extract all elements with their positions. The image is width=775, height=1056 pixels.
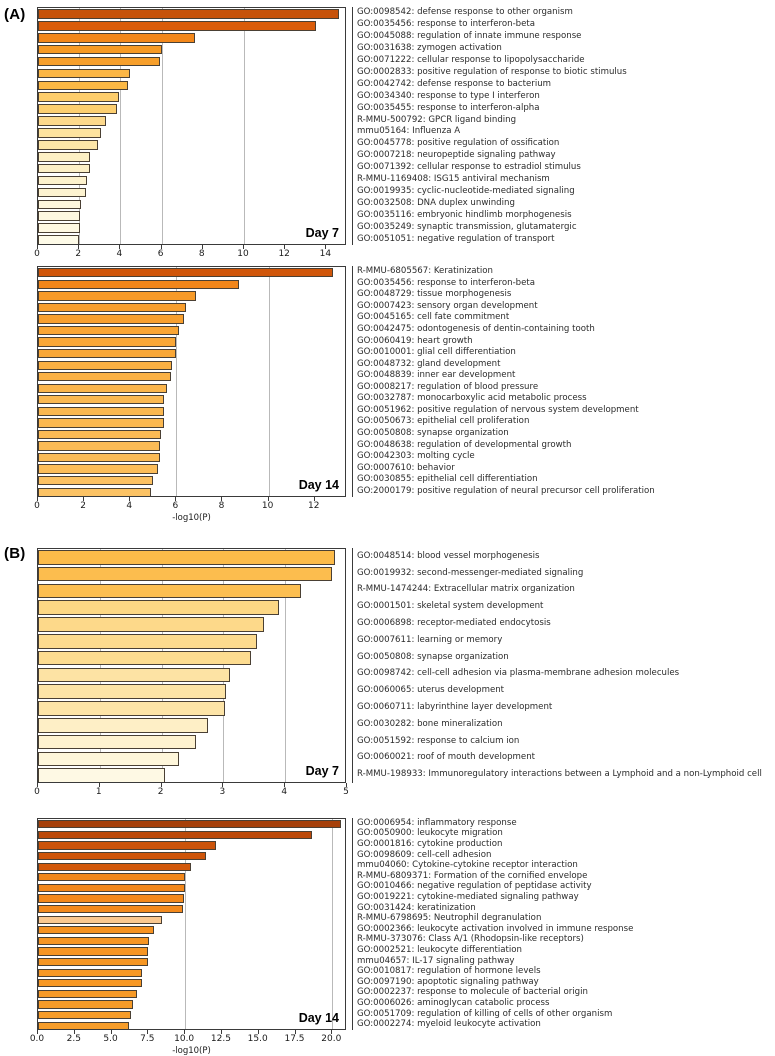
term-label: GO:0048729: tissue morphogenesis xyxy=(357,289,512,300)
term-label: GO:0031424: keratinization xyxy=(357,902,476,913)
gridline xyxy=(176,267,177,496)
bar xyxy=(38,291,196,300)
term-label: GO:0035456: response to interferon-beta xyxy=(357,19,536,30)
term-label: GO:0050900: leukocyte migration xyxy=(357,828,503,839)
bar xyxy=(38,211,80,221)
term-label: GO:0001501: skeletal system development xyxy=(357,601,544,612)
day-tag: Day 7 xyxy=(305,226,339,240)
x-tick-label: 10 xyxy=(261,501,274,511)
term-label: GO:0050808: synapse organization xyxy=(357,651,509,662)
bar xyxy=(38,33,195,43)
plot-area xyxy=(37,548,346,783)
x-tick-label: 0 xyxy=(34,501,40,511)
bar xyxy=(38,314,184,323)
term-label: GO:0002274: myeloid leukocyte activation xyxy=(357,1019,541,1030)
term-label: GO:0051709: regulation of killing of cells of other organism xyxy=(357,1008,613,1019)
bar xyxy=(38,584,301,599)
gridline xyxy=(162,8,163,244)
bar xyxy=(38,1011,131,1019)
bar xyxy=(38,926,154,934)
bar xyxy=(38,81,128,91)
bar xyxy=(38,863,191,871)
x-tick-label: 8 xyxy=(218,501,225,511)
x-tick-label: 7.5 xyxy=(140,1034,155,1044)
bar xyxy=(38,152,90,162)
term-label: GO:0050808: synapse organization xyxy=(357,427,509,438)
term-label: R-MMU-6798695: Neutrophil degranulation xyxy=(357,913,542,924)
bar xyxy=(38,600,279,615)
bar xyxy=(38,176,87,186)
bar xyxy=(38,128,101,138)
bar xyxy=(38,418,164,427)
x-tick-label: 0 xyxy=(34,787,40,797)
bar xyxy=(38,200,81,210)
bar xyxy=(38,235,79,245)
term-label: GO:0035116: embryonic hindlimb morphogenesis xyxy=(357,209,572,220)
x-axis-title: -log10(P) xyxy=(172,513,211,523)
bar xyxy=(38,92,119,102)
gridline xyxy=(185,819,186,1029)
bar xyxy=(38,164,90,174)
bar xyxy=(38,69,130,79)
bar xyxy=(38,140,98,150)
x-tick-label: 10.0 xyxy=(174,1034,195,1044)
day-tag: Day 14 xyxy=(298,1011,339,1025)
x-tick-label: 5.0 xyxy=(103,1034,118,1044)
term-label: GO:0042303: molting cycle xyxy=(357,451,475,462)
term-label: GO:0010001: glial cell differentiation xyxy=(357,347,516,358)
term-label: GO:0002521: leukocyte differentiation xyxy=(357,945,522,955)
bar xyxy=(38,550,335,565)
term-label: GO:0002833: positive regulation of response to biotic stimulus xyxy=(357,66,627,77)
panel-letter-a: (A) xyxy=(4,6,26,23)
term-label-column xyxy=(352,548,772,783)
gridline xyxy=(244,8,245,244)
bar xyxy=(38,567,332,582)
bar xyxy=(38,430,161,439)
x-axis-title: -log10(P) xyxy=(172,1046,211,1056)
term-label: GO:0042742: defense response to bacterium xyxy=(357,78,552,89)
x-tick-label: 6 xyxy=(157,249,164,259)
term-label: GO:0045165: cell fate commitment xyxy=(357,312,510,323)
bar xyxy=(38,651,251,666)
term-label: GO:0010817: regulation of hormone levels xyxy=(357,966,541,977)
x-tick-label: 2 xyxy=(75,249,82,259)
day-tag: Day 7 xyxy=(305,764,339,778)
bar xyxy=(38,45,162,55)
term-label: GO:0002366: leukocyte activation involved in immune response xyxy=(357,923,634,934)
bar xyxy=(38,884,185,892)
bar xyxy=(38,280,239,289)
x-tick-label: 3 xyxy=(219,787,226,797)
bar xyxy=(38,701,225,716)
bar xyxy=(38,349,176,358)
x-axis xyxy=(34,783,349,805)
bar xyxy=(38,979,142,987)
bar xyxy=(38,617,264,632)
bar xyxy=(38,958,148,966)
term-label: GO:0048638: regulation of developmental growth xyxy=(357,439,572,450)
plot-area xyxy=(37,266,346,497)
term-label: GO:0045778: positive regulation of ossification xyxy=(357,138,560,149)
bar xyxy=(38,969,142,977)
term-label: GO:0048514: blood vessel morphogenesis xyxy=(357,550,540,561)
panel-letter-b: (B) xyxy=(4,545,26,562)
bar xyxy=(38,361,172,370)
term-label: GO:0001816: cytokine production xyxy=(357,839,503,849)
term-label: GO:0019932: second-messenger-mediated signaling xyxy=(357,567,584,578)
x-tick-label: 5 xyxy=(343,787,349,797)
bar xyxy=(38,395,164,404)
term-label: GO:0098609: cell-cell adhesion xyxy=(357,849,492,860)
bar xyxy=(38,268,333,277)
bar xyxy=(38,384,167,393)
term-label: mmu04657: IL-17 signaling pathway xyxy=(357,955,515,966)
plot-area xyxy=(37,7,346,245)
bar xyxy=(38,21,316,31)
term-label: GO:0035456: response to interferon-beta xyxy=(357,277,536,288)
bar xyxy=(38,831,312,839)
term-label: GO:0071392: cellular response to estradiol stimulus xyxy=(357,162,581,173)
term-label: GO:0006898: receptor-mediated endocytosis xyxy=(357,618,551,629)
day-tag: Day 14 xyxy=(298,478,339,492)
bar xyxy=(38,752,179,767)
bar xyxy=(38,947,148,955)
term-label: GO:0060419: heart growth xyxy=(357,335,473,346)
term-label: GO:0007218: neuropeptide signaling pathway xyxy=(357,150,556,161)
bar xyxy=(38,634,257,649)
x-tick-label: 12 xyxy=(278,249,290,259)
term-label: GO:0010466: negative regulation of peptidase activity xyxy=(357,881,592,892)
bar xyxy=(38,894,184,902)
term-label: GO:0051962: positive regulation of nervous system development xyxy=(357,404,639,415)
bar xyxy=(38,407,164,416)
bar xyxy=(38,476,153,485)
bar xyxy=(38,873,185,881)
bar xyxy=(38,464,158,473)
x-tick-label: 0.0 xyxy=(29,1034,45,1044)
x-tick-label: 0 xyxy=(34,249,40,259)
x-tick-label: 2 xyxy=(80,501,86,511)
bar xyxy=(38,453,160,462)
term-label: GO:0030282: bone mineralization xyxy=(357,718,503,729)
bar xyxy=(38,1022,129,1030)
term-label: GO:0048839: inner ear development xyxy=(357,370,516,381)
bar xyxy=(38,337,176,346)
bar xyxy=(38,116,106,126)
x-axis xyxy=(34,245,346,267)
term-label-column xyxy=(352,818,772,1030)
x-tick-label: 2 xyxy=(157,787,164,797)
term-label: GO:0019935: cyclic-nucleotide-mediated signaling xyxy=(357,185,575,196)
bar xyxy=(38,188,86,198)
x-tick-label: 12.5 xyxy=(210,1034,231,1044)
term-label: R-MMU-198933: Immunoregulatory interactions between a Lymphoid and a non-Lymphoid cell xyxy=(357,769,762,780)
term-label: GO:0060021: roof of mouth development xyxy=(357,752,536,763)
term-label: GO:0031638: zymogen activation xyxy=(357,43,502,54)
term-label: GO:0008217: regulation of blood pressure xyxy=(357,381,539,392)
gridline xyxy=(332,819,333,1029)
term-label: GO:0007423: sensory organ development xyxy=(357,300,538,311)
term-label: GO:0030855: epithelial cell differentiation xyxy=(357,474,538,485)
term-label: GO:0051051: negative regulation of transport xyxy=(357,233,555,244)
bar xyxy=(38,768,165,783)
x-tick-label: 8 xyxy=(198,249,205,259)
x-tick-label: 10 xyxy=(237,249,249,259)
term-label: R-MMU-6805567: Keratinization xyxy=(357,266,493,277)
bar xyxy=(38,916,162,924)
term-label: GO:0002237: response to molecule of bacterial origin xyxy=(357,987,588,998)
bar xyxy=(38,668,230,683)
bar xyxy=(38,303,186,312)
x-tick-label: 4 xyxy=(126,501,133,511)
bar xyxy=(38,841,216,849)
x-tick-label: 1 xyxy=(95,787,102,797)
x-tick-label: 14 xyxy=(319,249,332,259)
term-label: GO:0007610: behavior xyxy=(357,462,455,473)
term-label: GO:0042475: odontogenesis of dentin-containing tooth xyxy=(357,324,595,335)
term-label: GO:0050673: epithelial cell proliferation xyxy=(357,416,530,427)
term-label: GO:0048732: gland development xyxy=(357,358,501,369)
term-label-column xyxy=(352,7,772,245)
x-tick-label: 12 xyxy=(307,501,320,511)
bar xyxy=(38,820,341,828)
x-tick-label: 4 xyxy=(281,787,288,797)
term-label: GO:0060711: labyrinthine layer development xyxy=(357,701,553,712)
term-label: GO:0051592: response to calcium ion xyxy=(357,735,520,746)
bar xyxy=(38,905,183,913)
x-tick-label: 17.5 xyxy=(284,1034,305,1044)
term-label: GO:0035455: response to interferon-alpha xyxy=(357,102,540,113)
bar xyxy=(38,104,117,114)
term-label: GO:0006026: aminoglycan catabolic process xyxy=(357,998,550,1008)
bar xyxy=(38,441,160,450)
x-tick-label: 6 xyxy=(172,501,179,511)
x-tick-label: 15.0 xyxy=(247,1034,268,1044)
term-label: GO:0045088: regulation of innate immune response xyxy=(357,31,582,42)
bar xyxy=(38,990,137,998)
term-label: GO:0019221: cytokine-mediated signaling pathway xyxy=(357,892,579,902)
bar xyxy=(38,718,208,733)
term-label: GO:0006954: inflammatory response xyxy=(357,817,517,828)
bar xyxy=(38,9,339,19)
term-label: GO:0060065: uterus development xyxy=(357,685,505,696)
term-label-column xyxy=(352,266,772,497)
bar xyxy=(38,372,171,381)
term-label: R-MMU-1169408: ISG15 antiviral mechanism xyxy=(357,174,550,185)
bar xyxy=(38,326,179,335)
x-tick-label: 20.0 xyxy=(321,1034,342,1044)
bar xyxy=(38,1000,133,1008)
term-label: R-MMU-6809371: Formation of the cornified envelope xyxy=(357,870,588,881)
term-label: R-MMU-373076: Class A/1 (Rhodopsin-like receptors) xyxy=(357,934,584,945)
bar xyxy=(38,735,196,750)
term-label: mmu05164: Influenza A xyxy=(357,126,461,137)
term-label: GO:0098542: defense response to other organism xyxy=(357,7,573,18)
bar xyxy=(38,684,226,699)
term-label: GO:0034340: response to type I interferon xyxy=(357,90,540,101)
gridline xyxy=(120,8,121,244)
bar xyxy=(38,937,149,945)
term-label: R-MMU-1474244: Extracellular matrix organization xyxy=(357,584,575,595)
term-label: GO:0032508: DNA duplex unwinding xyxy=(357,197,515,208)
bar xyxy=(38,223,80,233)
term-label: R-MMU-500792: GPCR ligand binding xyxy=(357,114,517,125)
x-tick-label: 4 xyxy=(116,249,123,259)
term-label: GO:0032787: monocarboxylic acid metabolic process xyxy=(357,393,587,404)
plot-area xyxy=(37,818,346,1030)
gridline xyxy=(269,267,270,496)
term-label: GO:0097190: apoptotic signaling pathway xyxy=(357,976,539,987)
term-label: GO:2000179: positive regulation of neural precursor cell proliferation xyxy=(357,485,655,496)
bar xyxy=(38,488,151,497)
term-label: GO:0035249: synaptic transmission, glutamatergic xyxy=(357,221,577,232)
x-tick-label: 2.5 xyxy=(66,1034,81,1044)
term-label: GO:0098742: cell-cell adhesion via plasma-membrane adhesion molecules xyxy=(357,668,680,679)
bar xyxy=(38,852,206,860)
term-label: GO:0071222: cellular response to lipopolysaccharide xyxy=(357,55,585,66)
bar xyxy=(38,57,160,67)
term-label: mmu04060: Cytokine-cytokine receptor interaction xyxy=(357,860,578,871)
term-label: GO:0007611: learning or memory xyxy=(357,634,503,645)
